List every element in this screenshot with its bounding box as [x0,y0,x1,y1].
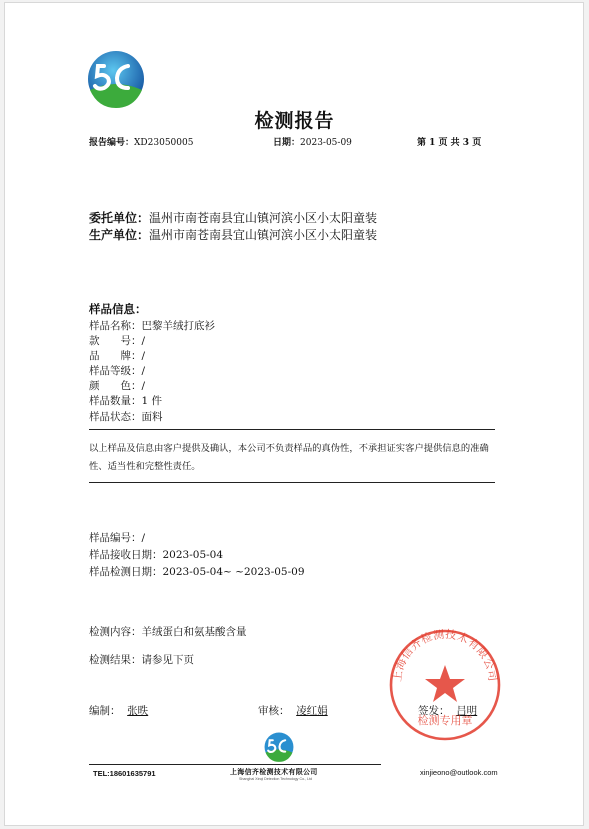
test-result [89,652,194,667]
entrust-unit-value: 温州市南苍南县宜山镇河滨小区小太阳童装 [149,211,378,225]
sample-field [89,410,215,425]
field-label: 样品等级： [89,365,142,378]
test-content-label: 检测内容： [89,626,142,638]
field-value: / [141,335,146,348]
official-seal-stamp [388,628,502,742]
report-number-label: 报告编号： [89,138,135,148]
entrust-unit [89,209,377,226]
entrust-unit-label: 委托单位： [89,211,150,225]
sample-field [89,379,215,394]
footer-company-en: Shanghai Xinqi Detection Technology Co., Ltd [239,777,313,781]
report-date-label: 日期： [273,138,301,148]
sample-field [89,364,215,379]
test-result-value: 请参见下页 [141,654,194,666]
report-date [273,135,352,148]
divider-top [89,429,495,430]
field-value: / [141,380,146,393]
report-number-value: XD23050005 [134,138,194,148]
compiler-name: 张昳 [127,705,149,717]
field-value: 1 件 [141,395,163,408]
field-label: 样品状态： [89,410,142,423]
producer-unit [89,226,377,243]
report-date-value: 2023-05-09 [300,138,352,148]
reviewer-label: 审核： [258,705,290,717]
field-value: 巴黎羊绒打底衫 [141,320,215,332]
producer-unit-value: 温州市南苍南县宜山镇河滨小区小太阳童装 [149,228,378,242]
svg-text:检测专用章: 检测专用章 [417,714,473,727]
sample-field [89,394,215,409]
field-value: / [141,365,146,378]
tested-date-value: 2023-05-04~ ~2023-05-09 [162,566,305,578]
page-title: 检测报告 [254,110,335,132]
test-result-label: 检测结果： [89,654,142,666]
disclaimer-text: 以上样品及信息由客户提供及确认，本公司不负责样品的真伪性，不承担证实客户提供信息的准确性、适当性和完整性责任。 [89,443,489,472]
reviewer-name: 凌红娟 [296,705,328,717]
field-value: 面料 [141,410,163,423]
compiler-label: 编制： [89,705,121,717]
sample-number-value: / [141,532,146,544]
field-label: 样品数量： [89,395,142,408]
field-label: 样品名称： [89,320,142,332]
sample-info-title: 样品信息： [89,302,147,316]
page-info: 第 1 页 共 3 页 [417,138,482,148]
field-label: 品 牌： [89,350,142,363]
footer-logo-icon [262,732,296,764]
approver-name: 吕明 [456,705,478,717]
footer-company-cn: 上海信齐检测技术有限公司 [230,769,318,776]
sample-number-label: 样品编号： [89,532,142,544]
field-label: 颜 色： [89,380,142,393]
tested-date [89,564,305,579]
sample-field [89,319,215,334]
producer-unit-label: 生产单位： [89,228,150,242]
field-value: / [141,350,146,363]
svg-text:上海信齐检测技术有限公司: 上海信齐检测技术有限公司 [390,628,500,683]
received-date-value: 2023-05-04 [162,549,224,561]
reviewer [258,703,328,718]
footer-rule [89,764,381,765]
received-date [89,547,223,562]
report-number [89,135,193,148]
field-label: 款 号： [89,335,142,348]
test-content [89,624,247,639]
divider-bottom [89,482,495,483]
compiler [89,703,148,718]
approver-label: 签发： [418,705,450,717]
company-logo-icon [84,50,148,112]
sample-info-list [89,319,215,425]
footer-tel: TEL:18601635791 [93,769,156,778]
footer-email[interactable]: xinjieono@outlook.com [420,768,498,777]
test-content-value: 羊绒蛋白和氨基酸含量 [141,626,247,638]
sample-field [89,334,215,349]
sample-field [89,349,215,364]
sample-number [89,530,145,545]
tested-date-label: 样品检测日期： [89,566,163,578]
received-date-label: 样品接收日期： [89,549,163,561]
